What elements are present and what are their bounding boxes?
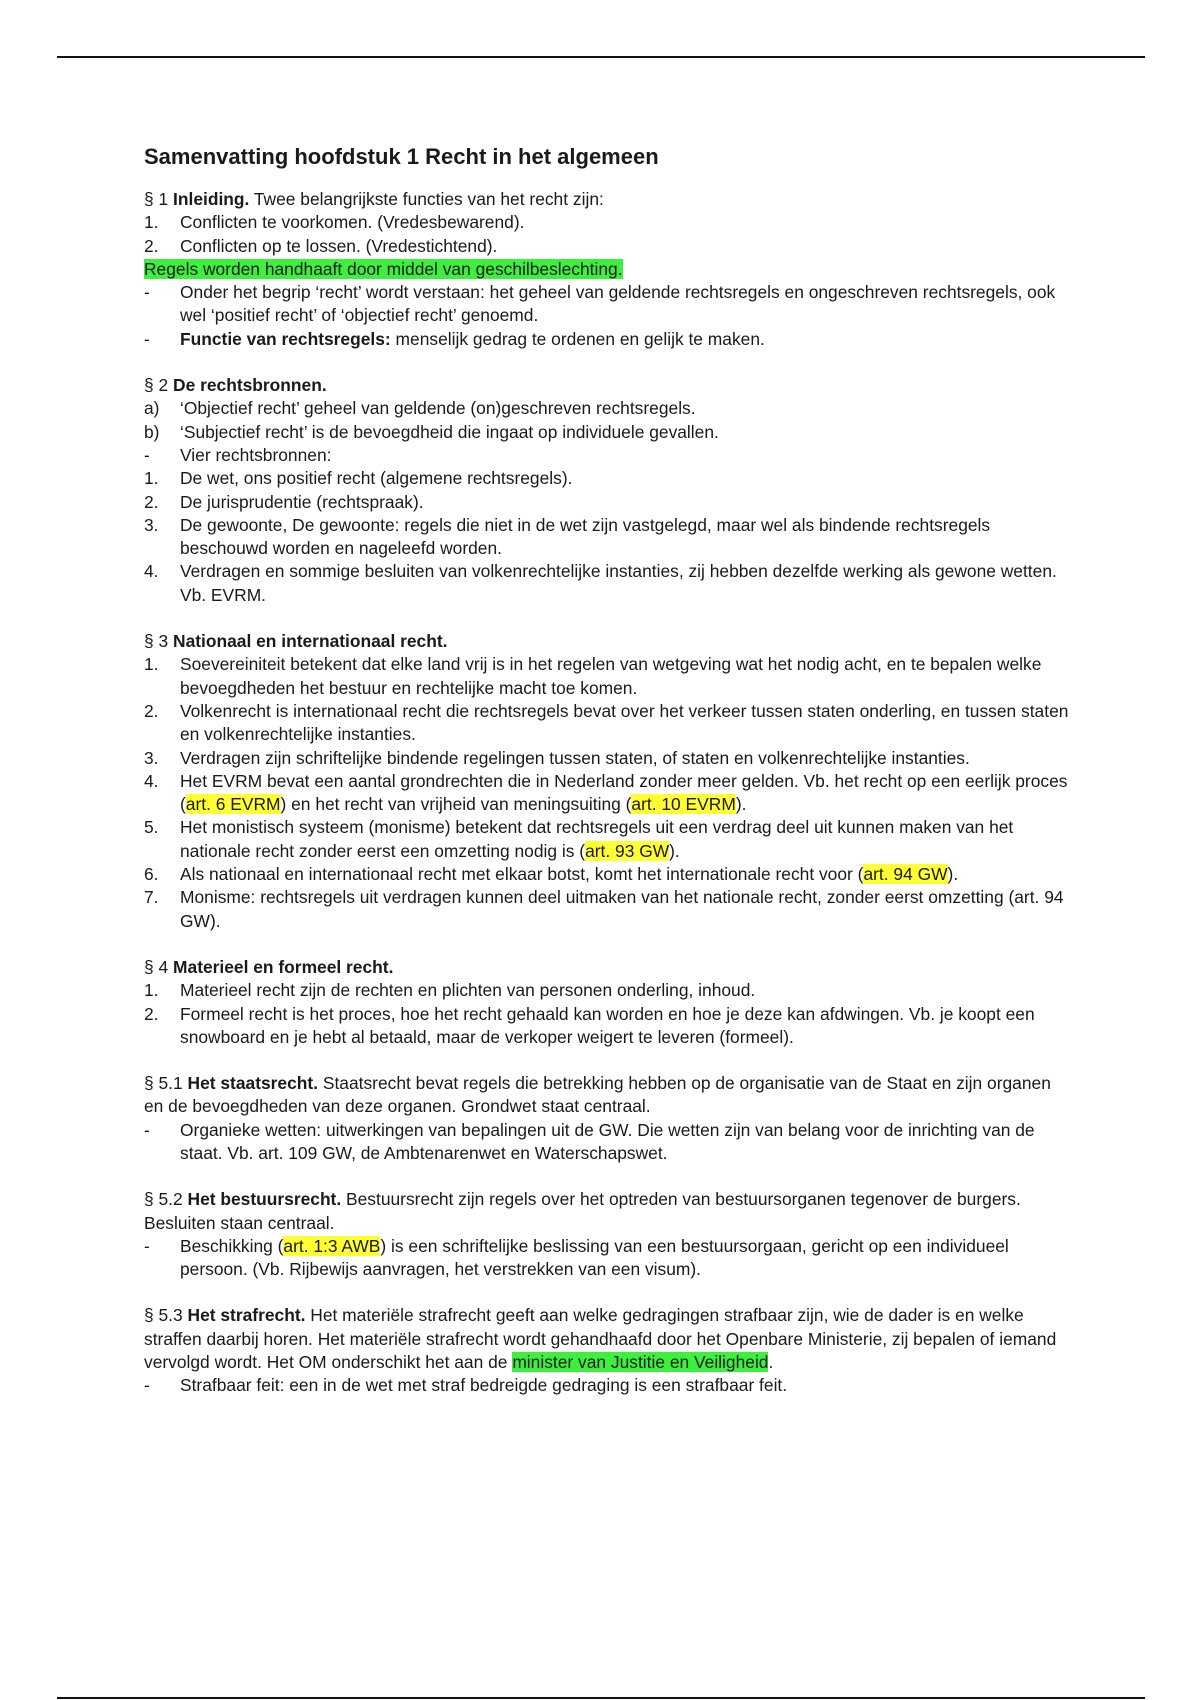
section-heading-line xyxy=(144,630,1074,653)
list-item xyxy=(144,1003,1074,1050)
yellow-highlight: art. 93 GW xyxy=(585,840,670,861)
list-text xyxy=(180,863,1074,886)
section-number: § 4 xyxy=(144,956,169,977)
text-run: ) en het recht van vrijheid van meningsuiting ( xyxy=(280,794,632,815)
list-text xyxy=(180,1235,1074,1282)
section-paragraph xyxy=(144,1072,1074,1119)
section-heading: Nationaal en internationaal recht. xyxy=(173,631,448,652)
section-heading-line xyxy=(144,374,1074,397)
section-5-1 xyxy=(144,1072,1074,1165)
list-item xyxy=(144,1235,1074,1282)
yellow-highlight: art. 1:3 AWB xyxy=(283,1235,381,1256)
list-item xyxy=(144,421,1074,444)
section-heading-line xyxy=(144,188,1074,211)
list-item xyxy=(144,979,1074,1002)
list-text: Vier rechtsbronnen: xyxy=(180,444,332,465)
list-marker: - xyxy=(144,282,150,303)
section-heading-line xyxy=(144,956,1074,979)
list-item xyxy=(144,491,1074,514)
term-definition: menselijk gedrag te ordenen en gelijk te maken. xyxy=(395,328,765,349)
list-item xyxy=(144,235,1074,258)
list-text: Conflicten te voorkomen. (Vredesbewarend). xyxy=(180,212,525,233)
list-item xyxy=(144,514,1074,561)
list-marker: 6. xyxy=(144,864,159,885)
list-text: Organieke wetten: uitwerkingen van bepalingen uit de GW. Die wetten zijn van belang voor de inrichting van de staat. Vb. art. 109 GW, de Ambtenarenwet en Waterschapswet. xyxy=(180,1119,1035,1163)
list-item xyxy=(144,770,1074,817)
list-text: Volkenrecht is internationaal recht die rechtsregels bevat over het verkeer tussen staten onderling, en tussen staten en volkenrechtelijke instanties. xyxy=(180,700,1069,745)
list-marker: - xyxy=(144,1235,150,1256)
list-marker: 2. xyxy=(144,1003,159,1024)
list-item xyxy=(144,328,1074,351)
section-heading: Het bestuursrecht. xyxy=(187,1189,342,1210)
list-marker: 7. xyxy=(144,887,159,908)
list-marker: 1. xyxy=(144,980,159,1001)
section-number: § 5.2 xyxy=(144,1189,183,1210)
list-text: Soevereiniteit betekent dat elke land vrij is in het regelen van wetgeving wat het nodig acht, en te bepalen welke bevoegdheden het bestuur en rechtelijke macht toe komen. xyxy=(180,654,1042,698)
list-marker: 1. xyxy=(144,468,159,489)
page-title: Samenvatting hoofdstuk 1 Recht in het algemeen xyxy=(144,144,659,169)
section-intro: Twee belangrijkste functies van het recht zijn: xyxy=(253,189,604,209)
list-item xyxy=(144,1119,1074,1166)
yellow-highlight: art. 6 EVRM xyxy=(185,794,281,815)
list-text xyxy=(180,816,1074,863)
document-body xyxy=(144,142,1074,1421)
section-number: § 1 xyxy=(144,189,169,209)
list-item xyxy=(144,700,1074,747)
list-marker: - xyxy=(144,1119,150,1140)
list-text: De gewoonte, De gewoonte: regels die niet in de wet zijn vastgelegd, maar wel als bindende rechtsregels beschouwd worden en nageleefd worden. xyxy=(180,514,991,559)
section-number: § 2 xyxy=(144,375,169,396)
list-text: Onder het begrip ‘recht’ wordt verstaan: het geheel van geldende rechtsregels en ongeschreven rechtsregels, ook wel ‘positief recht’ of ‘objectief recht’ genoemd. xyxy=(180,282,1056,326)
list-text xyxy=(180,770,1074,817)
list-marker: - xyxy=(144,444,150,465)
section-paragraph xyxy=(144,1304,1074,1374)
list-marker: 4. xyxy=(144,770,159,791)
section-4 xyxy=(144,956,1074,1049)
list-text: Formeel recht is het proces, hoe het recht gehaald kan worden en hoe je deze kan afdwingen. Vb. je koopt een snowboard en je hebt al betaald, maar de verkoper weigert te leveren (formeel). xyxy=(180,1003,1035,1047)
list-text: Materieel recht zijn de rechten en plichten van personen onderling, inhoud. xyxy=(180,980,756,1001)
list-marker: - xyxy=(144,328,150,349)
text-run: . xyxy=(768,1352,774,1373)
section-5-3 xyxy=(144,1304,1074,1397)
section-number: § 3 xyxy=(144,631,169,652)
list-text: ‘Subjectief recht’ is de bevoegdheid die ingaat op individuele gevallen. xyxy=(180,421,719,442)
yellow-highlight: art. 10 EVRM xyxy=(631,794,736,815)
section-number: § 5.3 xyxy=(144,1305,183,1326)
section-3 xyxy=(144,630,1074,933)
green-highlight: Regels worden handhaaft door middel van geschilbeslechting. xyxy=(144,258,623,279)
section-heading: Het staatsrecht. xyxy=(187,1073,319,1094)
highlight-line xyxy=(144,258,1074,281)
list-item xyxy=(144,467,1074,490)
text-run: Het monistisch systeem (monisme) betekent dat rechtsregels uit een verdrag deel uit kunnen maken van het nationale recht zonder eerst een omzetting nodig is ( xyxy=(180,817,1014,861)
list-item xyxy=(144,747,1074,770)
text-run: ) is een schriftelijke beslissing van een bestuursorgaan, gericht op een individueel persoon. (Vb. Rijbewijs aanvragen, het verstrekken van een visum). xyxy=(180,1235,1009,1280)
section-text: Staatsrecht bevat regels die betrekking hebben op de organisatie van de Staat en zijn organen en de bevoegdheden van deze organen. Grondwet staat centraal. xyxy=(144,1073,1051,1117)
text-run: Het EVRM bevat een aantal grondrechten die in Nederland zonder meer gelden. Vb. het recht op een eerlijk proces ( xyxy=(180,770,1068,815)
section-text: Het materiële strafrecht geeft aan welke gedragingen strafbaar zijn, wie de dader is en welke straffen daarbij horen. Het materiële strafrecht wordt gehandhaafd door het Openbare Ministerie, zij bepalen of iemand vervolgd wordt. Het OM onderschikt het aan de xyxy=(144,1305,1057,1373)
list-marker: 3. xyxy=(144,514,159,535)
list-text: Verdragen zijn schriftelijke bindende regelingen tussen staten, of staten en volkenrechtelijke instanties. xyxy=(180,747,970,768)
section-paragraph xyxy=(144,1188,1074,1235)
page-top-rule xyxy=(57,56,1145,58)
list-marker: 2. xyxy=(144,235,159,256)
list-marker: 3. xyxy=(144,747,159,768)
list-text: Monisme: rechtsregels uit verdragen kunnen deel uitmaken van het nationale recht, zonder eerst omzetting (art. 94 GW). xyxy=(180,887,1064,931)
list-marker: a) xyxy=(144,398,160,419)
section-text: Bestuursrecht zijn regels over het optreden van bestuursorganen tegenover de burgers. Besluiten staan centraal. xyxy=(144,1189,1021,1233)
section-heading: Inleiding. xyxy=(173,189,250,209)
section-heading: Materieel en formeel recht. xyxy=(173,956,394,977)
list-marker: 5. xyxy=(144,817,159,838)
text-run: ). xyxy=(669,840,680,861)
list-item xyxy=(144,560,1074,607)
page-bottom-rule xyxy=(57,1697,1145,1699)
list-text xyxy=(180,328,1074,351)
section-heading: Het strafrecht. xyxy=(187,1305,306,1326)
list-item xyxy=(144,397,1074,420)
section-5-2 xyxy=(144,1188,1074,1281)
section-number: § 5.1 xyxy=(144,1073,183,1094)
list-marker: 1. xyxy=(144,212,159,233)
text-run: Als nationaal en internationaal recht met elkaar botst, komt het internationale recht voor ( xyxy=(180,864,864,885)
list-marker: 1. xyxy=(144,654,159,675)
list-item xyxy=(144,444,1074,467)
list-marker: 4. xyxy=(144,561,159,582)
list-item xyxy=(144,863,1074,886)
text-run: Beschikking ( xyxy=(180,1235,284,1256)
list-text: De wet, ons positief recht (algemene rechtsregels). xyxy=(180,468,573,489)
green-highlight: minister van Justitie en Veiligheid xyxy=(512,1352,769,1373)
list-text: Conflicten op te lossen. (Vredestichtend). xyxy=(180,235,498,256)
list-marker: - xyxy=(144,1375,150,1396)
list-text: Strafbaar feit: een in de wet met straf bedreigde gedraging is een strafbaar feit. xyxy=(180,1375,788,1396)
section-heading: De rechtsbronnen. xyxy=(173,375,327,396)
list-marker: 2. xyxy=(144,491,159,512)
list-item xyxy=(144,816,1074,863)
section-2 xyxy=(144,374,1074,607)
list-marker: 2. xyxy=(144,700,159,721)
text-run: ). xyxy=(947,864,959,885)
bold-term: Functie van rechtsregels: xyxy=(180,328,391,349)
yellow-highlight: art. 94 GW xyxy=(863,864,948,885)
list-text: ‘Objectief recht’ geheel van geldende (on)geschreven rechtsregels. xyxy=(180,398,696,419)
list-item xyxy=(144,653,1074,700)
list-item xyxy=(144,886,1074,933)
section-1 xyxy=(144,188,1074,351)
list-item xyxy=(144,211,1074,234)
text-run: ). xyxy=(735,794,747,815)
list-text: Verdragen en sommige besluiten van volkenrechtelijke instanties, zij hebben dezelfde werking als gewone wetten. Vb. EVRM. xyxy=(180,561,1057,605)
list-marker: b) xyxy=(144,421,160,442)
list-item xyxy=(144,1374,1074,1397)
list-item xyxy=(144,281,1074,328)
list-text: De jurisprudentie (rechtspraak). xyxy=(180,491,424,512)
